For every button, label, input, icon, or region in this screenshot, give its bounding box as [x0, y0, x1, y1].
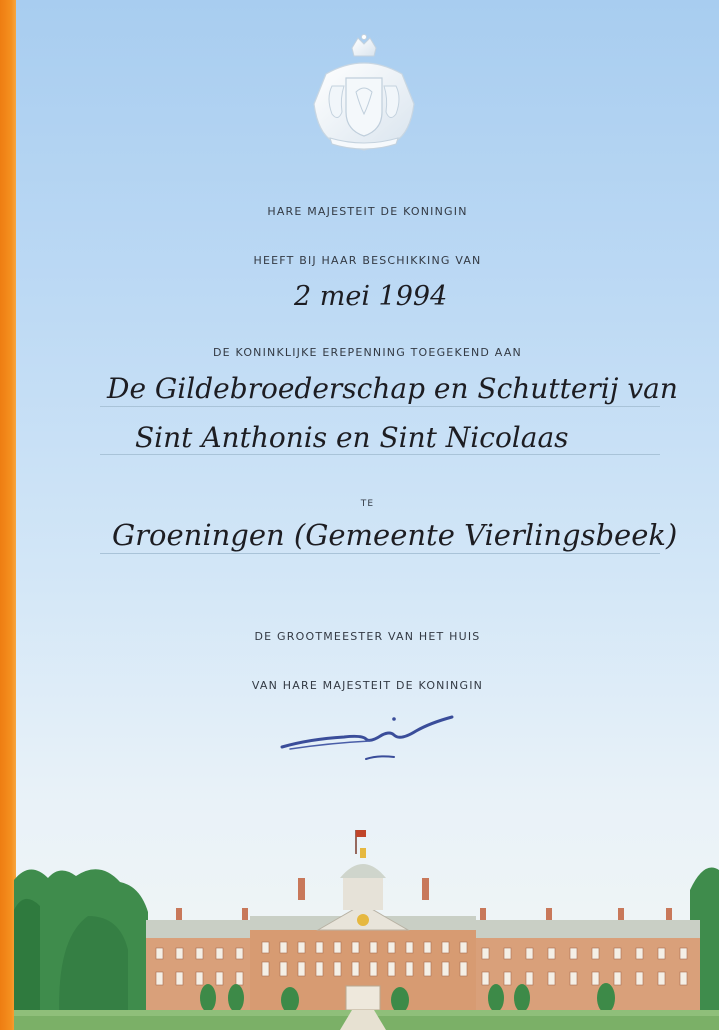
signatory-line-2: VAN HARE MAJESTEIT DE KONINGIN: [251, 679, 484, 692]
award-date: 2 mei 1994: [294, 281, 448, 312]
guide-line: [100, 406, 660, 407]
guide-line: [100, 454, 660, 455]
te-label: TE: [360, 499, 375, 509]
signature-icon: [270, 705, 470, 775]
decision-text: HEEFT BIJ HAAR BESCHIKKING VAN: [253, 254, 482, 267]
heading-text: HARE MAJESTEIT DE KONINGIN: [267, 205, 468, 218]
royal-crest-icon: [306, 34, 422, 154]
place-name: Groeningen (Gemeente Vierlingsbeek): [112, 518, 678, 552]
palace-illustration: [0, 820, 719, 1030]
award-text: DE KONINKLIJKE EREPENNING TOEGEKEND AAN: [212, 346, 522, 359]
recipient-line-2: Sint Anthonis en Sint Nicolaas: [135, 421, 569, 454]
recipient-line-1: De Gildebroederschap en Schutterij van: [107, 372, 678, 405]
guide-line: [100, 553, 660, 554]
signatory-line-1: DE GROOTMEESTER VAN HET HUIS: [254, 630, 481, 643]
